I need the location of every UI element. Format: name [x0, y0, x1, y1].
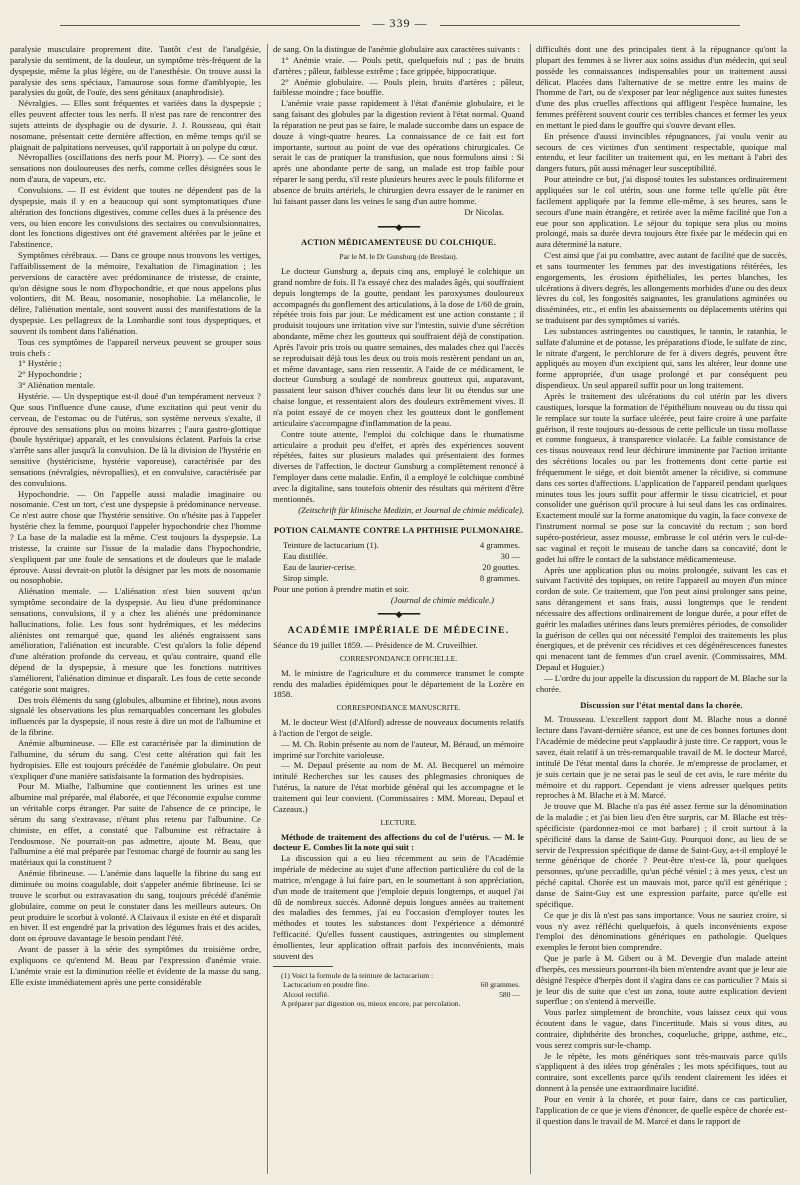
paragraph: paralysie musculaire proprement dite. Tantôt c'est de l'analgésie, paralysie du sentiment, de la douleur, un symptôme très-fréquent de la dyspepsie, même la plus légère, ou de l'anesthésie. On trouve aussi la paralysie des sens spéciaux, l'amaurose sous forme d'amblyopie, les paralysies du goût, de l'ouïe, des sens génitaux (anaphrodisie). — [10, 44, 261, 98]
paragraph: Pour atteindre ce but, j'ai disposé toutes les substances ordinairement appliquées sur le col utérin, sous une forme telle qu'elle pût être facilement appliquée par la femme elle-même, à ses heures, sans le secours d'une main étrangère, et retirée avec la même facilité que l'on a eue pour son application. Le séjour du topique sera plus ou moins prolongé, mais sa durée devra toujours être fixée par le médecin qui en aura déterminé la nature. — [536, 174, 787, 250]
page-number: — 339 — — [0, 16, 800, 34]
recipe-item: Eau de laurier-cerise. — [283, 561, 357, 572]
paragraph: Symptômes cérébraux. — Dans ce groupe nous trouvons les vertiges, l'affaiblissement de la mémoire, l'exaltation de l'imagination ; les perversions de caractère avec prédominance de tristesse, de crainte, qu'on désigne sous le nom d'hypochondrie, et que nous appelons plus volontiers, dit M. Beau, nosomanie, nosophobie. La mélancolie, le délire, l'aliénation mentale, sont souvent aussi des manifestations de la dyspepsie. Les pellagreux de la Lombardie sont tous dyspeptiques, et souvent ils tombent dans l'aliénation. — [10, 250, 261, 336]
footnote-quantity: 60 grammes. — [480, 980, 520, 990]
recipe-item: Eau distillée. — [283, 551, 328, 562]
paragraph: Hystérie. — Un dyspeptique est-il doué d'un tempérament nerveux ? Que sous l'influence d'une cause, d'une excitation qui peut venir du cerveau, de l'estomac ou de l'utérus, son système nerveux s'exalte, il éprouve des sensations plus ou moins bizarres ; l'aura gastro-glottique (boule hystérique) apparaît, et les convulsions éclatent. Parfois la crise s'arrête sans aller jusqu'à la convulsion. De là la division de l'hystérie en sensitive (hystéricisme, hystérie vaporeuse), caractérisée par des sensations (névralgies, névropallies), et en convulsive, caractérisée par des convulsions. — [10, 391, 261, 488]
column-middle — [273, 44, 524, 1174]
footnote-rule — [273, 966, 333, 967]
recipe-row — [273, 540, 524, 551]
list-item: 3° Aliénation mentale. — [18, 380, 96, 391]
paragraph: En présence d'aussi invincibles répugnances, j'ai voulu venir au secours de ces victimes d'un sentiment respectable, quoique mal entendu, et leur faciliter un traitement qui, en les mettant à l'abri des dangers futurs, pût aussi ménager leur susceptibilité. — [536, 130, 787, 174]
recipe-item: Sirop simple. — [283, 572, 329, 583]
section-heading: ACTION MÉDICAMENTEUSE DU COLCHIQUE. — [301, 238, 496, 248]
byline: Par le M. le Dr Gunsburg (de Breslau). — [339, 252, 458, 262]
ornament-divider: ━━━━◆━━━━ — [377, 221, 420, 232]
footnote-quantity: 580 — — [499, 989, 520, 999]
paragraph: Pour en venir à la chorée, et pour faire, dans ce cas particulier, l'application de ce que je viens d'énoncer, de quelle espèce de chorée est-il question dans le travail de M. Marcé et dans le rapport de — [536, 1094, 787, 1126]
paragraph: Les substances astringentes ou caustiques, le tannin, le ratanhia, le sulfate d'alumine et de potasse, les préparations d'iode, le sulfate de zinc, le nitrate d'argent, le perchlorure de fer à divers degrés, peuvent être appliqués au moyen d'un excipient qui, sans les altérer, leur donne une forme appropriée, d'un usage prolongé et par conséquent peu dispendieux. Un seul appareil suffit pour un long traitement. — [536, 325, 787, 391]
recipe-row — [273, 551, 524, 562]
paragraph: Après une application plus ou moins prolongée, suivant les cas et suivant l'activité des topiques, on retire l'appareil au moyen d'un mince cordon de soie. Ce traitement, que l'on peut ainsi prolonger sans peine, sans dérangement et sans frais, aussi longtemps que le rendent nécessaire des affections ordinairement de longue durée, a pour effet de guérir les maladies utérines dans leurs premières périodes, de consolider la guérison de celles qui ont nécessité l'emploi des traitements les plus énergiques, et de prévenir ces récidives et ces dégénérescences funestes qui menacent tant de femmes d'un cruel avenir. (Commissaires, MM. Depaul et Huguier.) — [536, 564, 787, 673]
recipe-quantity: 4 grammes. — [479, 540, 520, 551]
list-item: 1° Hystérie ; — [18, 358, 62, 369]
paragraph: Pour M. Mialhe, l'albumine que contiennent les urines est une albumine mal préparée, mal élaborée, et que l'économie expulse comme un véritable corps étranger. Par suite de l'absence de ce principe, le sérum du sang s'extravase, n'étant plus retenu par l'albumine. Ce chimiste, en effet, a constaté que l'albumine est réfractaire à l'endosmose. Ne pourrait-on pas admettre, ajoute M. Beau, que l'albumine a été mal préparée par l'estomac chargé de fournir au sang les matériaux qui la constituent ? — [10, 781, 261, 868]
list-item: 2° Hypochondrie ; — [18, 369, 82, 380]
section-heading: Discussion sur l'état mental dans la chorée. — [580, 700, 743, 710]
paragraph: M. Trousseau. L'excellent rapport dont M. Blache nous a donné lecture dans l'avant-dernière séance, est une de ces bonnes fortunes dont l'Académie de médecine peut s'applaudir à juste titre. Ce rapport, vous le savez, était relatif à un très-remarquable travail de M. le docteur Marcé, intitulé De l'état mental dans la chorée. Je m'empresse de proclamer, et je suis certain que je ne serai pas le seul de cet avis, le rare mérite du mémoire et du rapport. Cependant je viens adresser quelques petits reproches à M. Blache et à M. Marcé. — [536, 714, 787, 801]
recipe-quantity: 8 grammes. — [479, 572, 520, 583]
paragraph: Hypochondrie. — On l'appelle aussi maladie imaginaire ou nosomanie. C'est un tort, c'est une dyspepsie à prédominance nerveuse. Ce n'est autre chose que l'hystérie sensitive. On n'hésite pas à l'appeler hystérie chez la femme, pourquoi l'appeler hypochondrie chez l'homme ? La base de la maladie est la même. C'est toujours la dyspepsie. La tristesse, la crainte sur l'issue de la maladie dans l'hypochondrie, s'expliquent par une foule de sensations et de douleurs que le malade éprouve. Aussi devrait-on plutôt la désigner par les mots de nosomanie ou nosophobie. — [10, 488, 261, 586]
paragraph: Avant de passer à la série des symptômes du troisième ordre, expliquons ce qu'entend M. Beau par l'expression d'anémie vraie. L'anémie vraie est la diminution réelle et évidente de la masse du sang. Elle existe immédiatement après une perte considérable — [10, 944, 261, 987]
paragraph: La discussion qui a eu lieu récemment au sein de l'Académie impériale de médecine au sujet d'une affection particulière du col de la matrice, m'engage à lui faire part, en le soumettant à son appréciation, d'un mode de traitement que j'emploie depuis longtemps, et auquel j'ai dû de nombreux succès. Adonné depuis longues années au traitement des maladies des femmes, j'ai eu l'occasion d'employer toutes les méthodes et toutes les substances dont l'expérience a démontré l'efficacité. Qu'elles fussent caustiques, astringentes ou simplement émollientes, leur application offrait parfois des inconvénients, mais souvent des — [273, 853, 524, 961]
recipe-row — [273, 562, 524, 573]
signature: Dr Nicolas. — [464, 206, 504, 217]
recipe-instructions: Pour une potion à prendre matin et soir. — [273, 583, 410, 594]
paragraph: Névralgies. — Elles sont fréquentes et variées dans la dyspepsie ; elles peuvent affecter tous les nerfs. Il n'est pas rare de rencontrer des sujets atteints de dysphagie ou de dysurie. J. J. Rousseau, qui était nosomane, présentait cette dernière affection, en même temps qu'il se plaignait de palpitations nerveuses, qu'il rapportait à un polype du cœur. — [10, 98, 261, 152]
divider — [334, 519, 464, 520]
paragraph: Méthode de traitement des affections du col de l'utérus. — M. le docteur E. Combes lit la note qui suit : — [273, 831, 524, 853]
column-divider — [267, 44, 268, 1174]
paragraph: — L'ordre du jour appelle la discussion du rapport de M. Blache sur la chorée. — [536, 672, 787, 694]
paragraph: Des trois éléments du sang (globules, albumine et fibrine), nous avons signalé les observations les plus remarquables concernant les globules influencés par la dyspepsie, il nous reste à dire un mot de l'albumine et de la fibrine. — [10, 694, 261, 738]
paragraph: de sang. On la distingue de l'anémie globulaire aux caractères suivants : — [273, 44, 520, 54]
paragraph: Je trouve que M. Blache n'a pas été assez ferme sur la dénomination de la maladie ; et j'ai bien lieu d'en être surpris, car M. Blache est très-spécificiste (pardonnez-moi ce mot barbare) ; il croit surtout à la spécificité dans la danse de Saint-Guy. Pourquoi donc, au lieu de se servir de l'expression spécifique de danse de Saint-Guy, a-t-il employé le terme générique de chorée ? Peut-être n'est-ce là, pour quelques personnes, qu'une peccadille, qu'un péché véniel ; à mes yeux, c'est un péché capital. Chorée est un mauvais mot, parce qu'il est générique ; danse de Saint-Guy est une expression parfaite, parce qu'elle est spécifique. — [536, 801, 787, 909]
footnote-item: Lactucarium en poudre fine. — [283, 980, 370, 990]
section-heading: ACADÉMIE IMPÉRIALE DE MÉDECINE. — [287, 625, 510, 637]
recipe-row — [273, 573, 524, 584]
footnote-row — [273, 990, 524, 1000]
footnote-item: Alcool rectifié. — [283, 989, 329, 999]
source-citation: (Journal de chimie médicale.) — [390, 594, 494, 605]
paragraph: 1° Anémie vraie. — Pouls petit, quelquefois nul ; pas de bruits d'artères ; pâleur, faiblesse extrême ; face grippée, hippocratique. — [273, 54, 524, 76]
paragraph: Je le répète, les mots génériques sont très-mauvais parce qu'ils s'appliquent à des idées trop générales ; les mots spécifiques, tout au contraire, sont excellents parce qu'ils rendent clairement les idées et donnent à la pensée une extraordinaire lucidité. — [536, 1050, 787, 1094]
column-divider — [530, 44, 531, 1174]
recipe-quantity: 30 — — [500, 551, 520, 562]
paragraph: Tous ces symptômes de l'appareil nerveux peuvent se grouper sous trois chefs : — [10, 336, 261, 358]
paragraph: 2° Anémie globulaire. — Pouls plein, bruits d'artères ; pâleur, faiblesse moindre ; face bouffie. — [273, 76, 524, 98]
subheading: CORRESPONDANCE MANUSCRITE. — [336, 703, 461, 713]
section-heading: POTION CALMANTE CONTRE LA PHTHISIE PULMONAIRE. — [273, 526, 524, 536]
recipe-quantity: 20 gouttes. — [482, 561, 520, 572]
column-right — [536, 44, 787, 1174]
recipe-item: Teinture de lactucarium (1). — [283, 540, 379, 551]
paragraph: Aliénation mentale. — L'aliénation n'est bien souvent qu'un symptôme secondaire de la dyspepsie. Au lieu d'une prédominance sensations, convulsions, il y a chez les aliénés une prédominance hallucinations, folie. Les fous sont hydrémiques, et les médecins aliénistes ont remarqué que, quand les aliénés engraissent sans amélioration, l'aliénation est incurable. C'est qu'alors la folie dépend d'une altération profonde du cerveau, et qu'au contraire, quand elle dépend de la dyspepsie, à mesure que les fonctions nutritives s'améliorent, l'aliénation diminue et disparaît. Les fous de cette seconde catégorie sont maigres. — [10, 586, 261, 694]
footnote: A préparer par digestion ou, mieux encore, par percolation. — [281, 999, 461, 1009]
paragraph: Convulsions. — Il est évident que toutes ne dépendent pas de la dyspepsie, mais il y en a beaucoup qui sont symptomatiques d'une altération des fonctions digestives, comme celles dues à la présence des vers, ou bien encore les convulsions des sectaires ou convulsionnaires, dont les fonctions digestives ont été gravement altérées par le jeûne et l'abstinence. — [10, 184, 261, 250]
paragraph: M. le docteur West (d'Alford) adresse de nouveaux documents relatifs à l'action de l'ergot de seigle. — [273, 717, 524, 738]
paragraph: Névropallies (oscillations des nerfs pour M. Piorry). — Ce sont des sensations non douloureuses des nerfs, comme celles désignées sous le nom d'aura, de vapeurs, etc. — [10, 152, 261, 185]
paragraph: Ce que je dis là n'est pas sans importance. Vous ne sauriez croire, si vous n'y avez réfléchi quelquefois, à quels inconvénients expose l'emploi des dénominations génériques en pathologie. Quelques exemples le feront bien comprendre. — [536, 909, 787, 953]
paragraph: C'est ainsi que j'ai pu combattre, avec autant de facilité que de succès, et sans tourmenter les femmes par des investigations réitérées, les engorgements, les érosions épithéliales, les pertes blanches, les ulcérations à divers degrés, les allongements morbides d'une ou des deux lèvres du col, les fongosités saignantes, les granulations agminées ou disséminées, etc., et enfin les abaissements ou déplacements utérins qui se traduisent par des symptômes si variés. — [536, 250, 787, 326]
subheading: CORRESPONDANCE OFFICIELLE. — [339, 653, 458, 663]
session-line: Séance du 19 juillet 1859. — Présidence de M. Cruveilhier. — [273, 640, 478, 651]
paragraph: — M. Ch. Robin présente au nom de l'auteur, M. Béraud, un mémoire imprimé sur l'orchite varioleuse. — [273, 738, 524, 760]
paragraph: difficultés dont une des principales tient à la répugnance qu'ont la plupart des femmes à se livrer aux soins assidus d'un médecin, qui seul possède les connaissances indispensables pour un traitement aussi délicat. Placées dans l'alternative de se mettre entre les mains de l'homme de l'art, ou de s'exposer par leur négligence aux suites funestes d'une des plus cruelles affections qui affligent l'espèce humaine, les femmes préfèrent souvent courir ces terribles chances et fermer les yeux en mettant le pied dans le gouffre qui s'ouvre devant elles. — [536, 44, 787, 130]
paragraph: Anémie albumineuse. — Elle est caractérisée par la diminution de l'albumine, du sérum du sang. C'est cette altération qui fait les hydropisies. Elle est toujours précédée de l'anémie globulaire. On peut s'expliquer d'une manière satisfaisante la formation des hydropisies. — [10, 738, 261, 781]
paragraph: Vous parlez simplement de bronchite, vous laissez ceux qui vous écoutent dans le vague, dans l'incertitude. Mais si vous dites, au contraire, diphthérite des bronches, coqueluche, grippe, asthme, etc., vous serez compris sur-le-champ. — [536, 1007, 787, 1050]
paragraph: Que je parle à M. Gibert ou à M. Devergie d'un malade atteint d'herpès, ces messieurs pourront-ils bien m'entendre avant que je leur aie désigné l'espèce d'herpès dont il s'agira dans ce cas particulier ? Mais si je leur dis de suite que c'est un zona, toute autre explication devient superflue ; on s'entend à merveille. — [536, 953, 787, 1007]
paragraph: Anémie fibrineuse. — L'anémie dans laquelle la fibrine du sang est diminuée ou moins coagulable, doit s'appeler anémie fibrineuse. Ici se trouve le scorbut ou extravasation du sang, toujours précédé d'anémie globulaire, comme on peut le constater dans les meilleurs auteurs. On peut produire le scorbut à volonté. A Claivaux il existe en été et disparaît en hiver. Il est engendré par la privation des légumes frais et des acides, dont on éprouve davantage le besoin pendant l'été. — [10, 868, 261, 944]
paragraph: Le docteur Gunsburg a, depuis cinq ans, employé le colchique un grand nombre de fois. Il l'a essayé chez des malades âgés, qui souffraient depuis longtemps de la goutte, pendant les paroxysmes douloureux accompagnés du gonflement des articulations, à la dose de 1/60 de grain, répétée trois fois par jour. Le médicament est une action constante ; il produisit toujours une irritation vive sur l'intestin, suivie d'une sécrétion abondante, même chez les goutteux qui souffraient déjà de constipation. Après l'avoir pris trois ou quatre semaines, des malades chez qui l'accès se reproduisait déjà tous les deux ou trois mois restèrent pendant un an, et même davantage, sans rien ressentir. A l'aide de ce médicament, le docteur Gunsburg a soulagé de nombreux goutteux qui, auparavant, passaient leur saison d'hiver couchés dans leur lit ou étendus sur une chaise longue, et ressentaient alors des douleurs extrêmement vives. Il n'a point essayé de ce moyen chez les goutteux dont le gonflement articulaire s'accompagne d'inflammation de la peau. — [273, 266, 524, 428]
paragraph: L'anémie vraie passe rapidement à l'état d'anémie globulaire, et le sang faisant des globules par la digestion revient à l'état normal. Quand la réparation ne peut pas se faire, le malade succombe dans un espace de douze à vingt-quatre heures. La connaissance de ce fait est fort importante, surtout au point de vue des opérations chirurgicales. Ce serait le cas de pratiquer la transfusion, que nous formulons ainsi : Si après une abondante perte de sang, un malade est trop faible pour réparer le sang perdu, s'il reste plusieurs heures avec le pouls filiforme et absence de bruits artériels, le chirurgien devra essayer de le ranimer en lui faisant passer dans les veines le sang d'un autre homme. — [273, 98, 524, 206]
footnote-row — [273, 980, 524, 990]
footnote: (1) Voici la formule de la teinture de lactucarium : — [281, 970, 434, 980]
source-citation: (Zeitschrift für klinische Medizin, et Journal de chimie médicale). — [298, 504, 524, 515]
subheading: LECTURE. — [380, 817, 417, 827]
column-left — [10, 44, 261, 1174]
ornament-divider: ━━━━◆━━━━ — [377, 609, 420, 620]
paragraph: Contre toute attente, l'emploi du colchique dans le rhumatisme articulaire a produit peu d'effet, et après des expériences souvent répétées, faites sur plusieurs malades qui présentaient des formes diverses de l'affection, le docteur Gunsburg a complètement renoncé à l'employer dans cette maladie. Enfin, il a employé le colchique combiné avec la digitaline, sans toutefois obtenir des résultats qui méritent d'être mentionnés. — [273, 428, 524, 504]
paragraph: Après le traitement des ulcérations du col utérin par les divers caustiques, lorsque la formation de l'épithélium nouveau ou du tissu qui le remplace sur toute la surface ulcérée, peut faire croire à une parfaite guérison, il reste toujours au-dessous de cette pellicule un tissu mollasse et comme fongueux, à transparence violacée. La faible consistance de ces tissus nouveaux rend leur déchirure imminente par l'action irritante des sécrétions locales ou par les frottements dont cette partie est fréquemment le siége, et doit bientôt amener la récidive, si commune dans ces sortes d'affections. L'application de l'appareil pendant quelques minutes tous les jours suffit pour affermir le tissu cicatriciel, et pour consolider une guérison qu'il procure à lui seul dans les cas ordinaires. Exactement moulé sur la forme anatomique du vagin, la face convexe de l'instrument normal se pose sur la concavité du rectum ; son bord supéro-postérieur, assez mousse, embrasse le col utérin vers le cul-de-sac vaginal et reçoit le museau de tanche dans sa concavité, dont le godet lui offre le contact de la substance médicamenteuse. — [536, 391, 787, 564]
paragraph: M. le ministre de l'agriculture et du commerce transmet le compte rendu des maladies épidémiques pour le département de la Lozère en 1858. — [273, 667, 524, 700]
paragraph: — M. Depaul présente au nom de M. Al. Becquerel un mémoire intitulé Recherches sur les causes des phlegmasies chroniques de l'utérus, la nature de l'état morbide général qui les accompagne et le traitement qui leur convient. (Commissaires : MM. Moreau, Depaul et Cazeaux.) — [273, 760, 524, 814]
